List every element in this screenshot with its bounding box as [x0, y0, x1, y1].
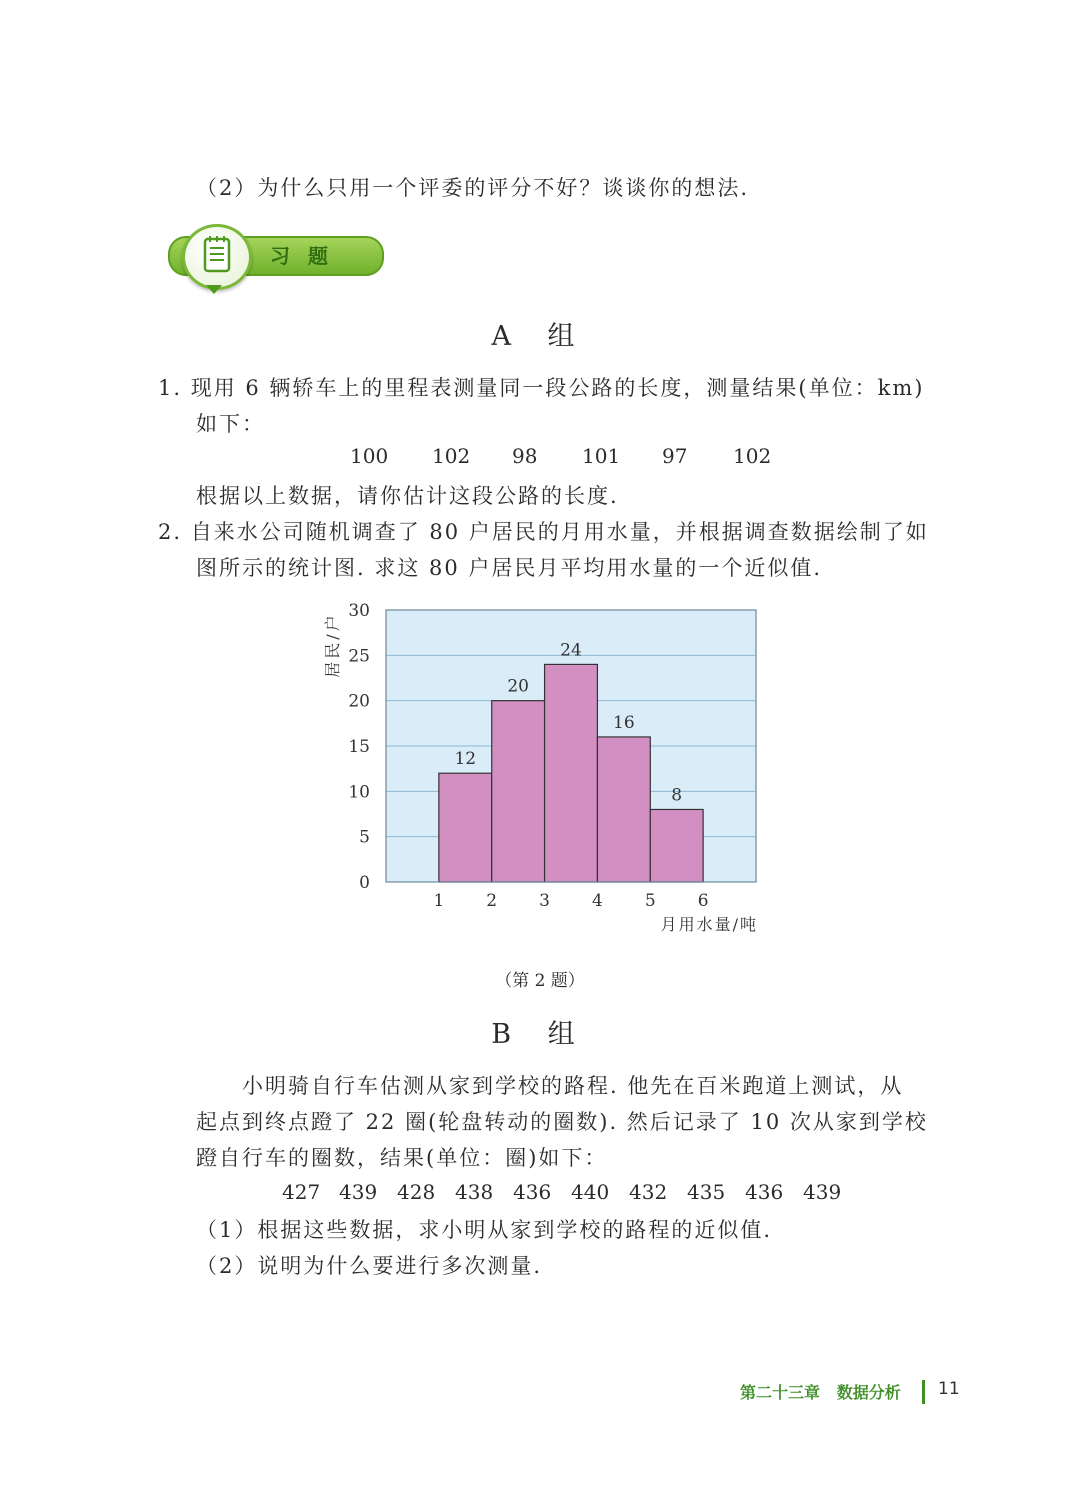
lap-value: 438 — [455, 1180, 494, 1204]
lap-value: 439 — [339, 1180, 378, 1204]
group-b-values — [0, 1180, 1080, 1206]
y-tick-label: 0 — [359, 873, 370, 893]
group-b-sub-2: （2）说明为什么要进行多次测量. — [196, 1254, 543, 1278]
group-b-line-1: 小明骑自行车估测从家到学校的路程. 他先在百米跑道上测试，从 — [242, 1074, 904, 1098]
y-tick-label: 30 — [348, 601, 370, 621]
q1-value: 97 — [662, 444, 688, 468]
histogram-bar — [439, 773, 492, 882]
question-2-text: （2）为什么只用一个评委的评分不好？谈谈你的想法. — [196, 176, 750, 200]
y-tick-label: 10 — [348, 782, 370, 803]
y-tick-label: 5 — [359, 827, 370, 848]
y-tick-labels — [348, 601, 370, 893]
footer-divider — [922, 1380, 925, 1404]
footer-section-label: 数据分析 — [836, 1383, 901, 1402]
x-axis-label: 月用水量/吨 — [660, 915, 758, 934]
lap-value: 432 — [629, 1180, 668, 1204]
x-tick-labels — [433, 891, 708, 911]
q1-value: 102 — [432, 444, 471, 468]
lap-value: 435 — [687, 1180, 726, 1204]
water-usage-histogram — [300, 590, 780, 940]
x-tick-label: 4 — [592, 891, 603, 911]
footer-chapter — [740, 1380, 901, 1403]
q1-value: 101 — [582, 444, 621, 468]
group-a-title: A 组 — [491, 321, 589, 352]
lap-value: 427 — [282, 1180, 321, 1204]
q2-line-1: 2. 自来水公司随机调查了 80 户居民的月用水量，并根据调查数据绘制了如 — [158, 520, 929, 544]
bar-value-label: 8 — [671, 785, 683, 806]
lap-value: 428 — [397, 1180, 436, 1204]
lap-value: 440 — [571, 1180, 610, 1204]
x-tick-label: 2 — [486, 891, 498, 911]
x-tick-label: 3 — [539, 891, 550, 911]
page-number: 11 — [938, 1379, 960, 1399]
footer-chapter-label: 第二十三章 — [740, 1383, 821, 1402]
y-tick-label: 15 — [348, 737, 370, 757]
bar-value-label: 24 — [560, 640, 582, 661]
group-b-sub-1: （1）根据这些数据，求小明从家到学校的路程的近似值. — [196, 1218, 773, 1242]
q1-value: 100 — [350, 444, 389, 468]
q1-value: 98 — [512, 444, 538, 468]
q1-values — [0, 444, 1080, 470]
group-b-title: B 组 — [491, 1019, 589, 1050]
q1-value: 102 — [733, 444, 772, 468]
q2-line-2: 图所示的统计图. 求这 80 户居民月平均用水量的一个近似值. — [196, 556, 823, 580]
lap-value: 436 — [513, 1180, 552, 1204]
q1-line-1: 1. 现用 6 辆轿车上的里程表测量同一段公路的长度，测量结果(单位：km) — [158, 376, 925, 400]
bar-value-label: 12 — [454, 749, 477, 770]
histogram-bar — [545, 664, 598, 882]
chevron-down-icon — [206, 280, 222, 299]
lap-value: 436 — [745, 1180, 784, 1204]
x-tick-label: 1 — [433, 891, 445, 911]
group-b-line-2: 起点到终点蹬了 22 圈(轮盘转动的圈数). 然后记录了 10 次从家到学校 — [196, 1110, 928, 1134]
histogram-bar — [492, 701, 545, 882]
histogram-bar — [597, 737, 650, 882]
histogram-bar — [650, 809, 703, 882]
banner-label: 习题 — [270, 244, 346, 268]
lap-value: 439 — [803, 1180, 842, 1204]
bar-value-label: 16 — [613, 712, 635, 733]
q1-line-2: 如下： — [196, 412, 265, 436]
figure-caption: （第 2 题） — [495, 971, 585, 991]
y-tick-label: 20 — [348, 691, 370, 712]
y-tick-label: 25 — [348, 646, 370, 667]
x-tick-label: 6 — [697, 891, 709, 911]
y-axis-label: 居民/户 — [323, 612, 342, 678]
bar-value-label: 20 — [507, 676, 529, 697]
q1-line-3: 根据以上数据，请你估计这段公路的长度. — [196, 484, 619, 508]
x-tick-label: 5 — [644, 891, 656, 911]
group-b-line-3: 蹬自行车的圈数，结果(单位：圈)如下： — [196, 1146, 608, 1170]
